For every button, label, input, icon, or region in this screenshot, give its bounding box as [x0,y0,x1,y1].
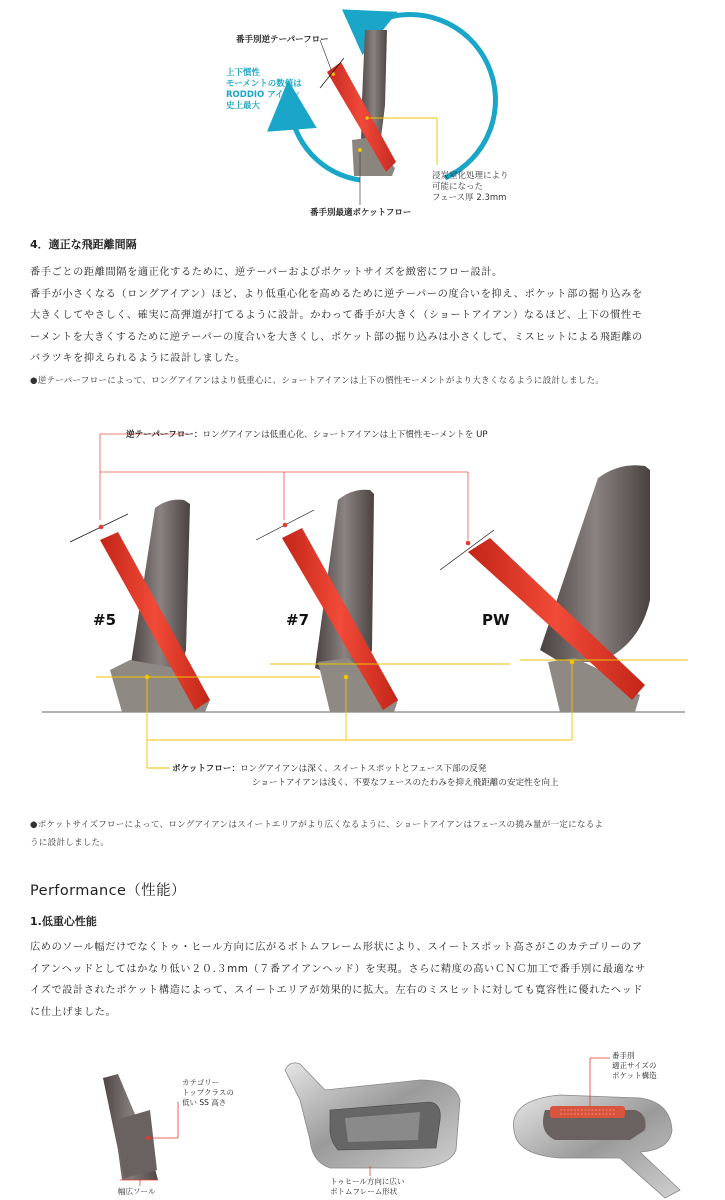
performance-title: Performance（性能） [30,883,186,899]
taper-flow-caption-label: 逆テーパーフロー： [126,430,203,440]
caption-line: ボトムフレーム形状 [330,1187,398,1196]
face-thickness-line: 浸炭窒化処理により [432,171,509,181]
caption-line: カテゴリー [182,1078,220,1087]
wide-sole-caption: 幅広ソール [118,1187,156,1196]
taper-flow-caption [126,428,488,440]
paragraph-line: ーメントを大きくするために逆テーパーの度合いを大きくし、ポケット部の掘り込みは小さくして、ミスヒットによる飛距離の [30,331,643,343]
pocket-structure-caption [612,1051,657,1081]
paragraph-line: 番手が小さくなる（ロングアイアン）ほど、より低重心化を高めるために逆テーパーの度合いを抑え、ポケット部の掘り込みを [30,288,643,300]
face-thickness-callout [432,171,509,204]
pocket-flow-caption-line: ロングアイアンは深く、スイートスポットとフェース下部の反発 [240,764,487,774]
club-label-7: #7 [286,611,310,629]
paragraph-line: 大きくしてやさしく、確実に高弾道が打てるように設計。かわって番手が大きく（ショートアイアン）なるほど、上下の慣性モ [30,310,643,321]
caption-line: 適正サイズの [612,1061,657,1070]
caption-line: 番手別 [612,1051,635,1060]
performance-paragraph [30,937,700,1023]
pocket-flow-caption-label: ポケットフロー： [172,764,241,774]
paragraph-line: イズで設計されたポケット構造によって、スイートエリアが効果的に拡大。左右のミスヒットに対しても寛容性に優れたヘッド [30,985,644,996]
paragraph-line: 番手ごとの距離間隔を適正化するために、逆テーパーおよびポケットサイズを緻密にフロー設計。 [30,267,503,278]
low-ss-height-caption [182,1078,234,1108]
paragraph-line: イアンヘッドとしてはかなり低い２０.３mm（７番アイアンヘッド）を実現。さらに精度の高いＣＮＣ加工で番手別に最適なサ [30,963,646,975]
section4-paragraph [30,262,700,370]
note-line: うに設計しました。 [30,838,110,848]
moi-callout-line: 史上最大 [226,101,261,111]
club-label-pw: PW [482,611,510,629]
face-thickness-line: フェース厚 2.3mm [432,193,507,203]
bottom-frame-caption [330,1177,404,1197]
note-line: ●ポケットサイズフローによって、ロングアイアンはスイートエリアがより広くなるように、ショートアイアンはフェースの撓み量が一定になるよ [30,820,604,830]
pocket-flow-caption-line: ショートアイアンは浅く、不要なフェースのたわみを抑え飛距離の安定性を向上 [252,778,559,788]
paragraph-line: に仕上げました。 [30,1006,117,1018]
paragraph-line: バラツキを抑えられるように設計しました。 [30,353,246,364]
caption-line: トゥヒール方向に広い [330,1177,405,1186]
moi-callout-line: RODDIO アイアン [226,90,300,100]
taper-flow-caption-text: ロングアイアンは低重心化、ショートアイアンは上下慣性モーメントを UP [202,430,488,440]
caption-line: トップクラスの [182,1088,234,1097]
flow-diagram [0,400,725,820]
caption-line: 低い SS 高さ [182,1098,227,1107]
reverse-taper-flow-label: 番手別逆テーパーフロー [236,35,329,45]
moi-callout-line: モーメントの数値は [226,79,302,89]
moi-callout [226,68,302,112]
pocket-size-note [30,816,700,852]
section-heading: 4．適正な飛距離間隔 [30,238,137,251]
face-thickness-line: 可能になった [432,182,484,192]
performance-subheading: 1.低重心性能 [30,915,97,928]
caption-line: ポケット構造 [612,1071,657,1080]
moi-callout-line: 上下慣性 [226,68,261,78]
club-label-5: #5 [93,611,117,629]
pocket-flow-caption [172,762,559,790]
taper-flow-note: ●逆テーパーフローによって、ロングアイアンはより低重心に、ショートアイアンは上下の慣性モーメントがより大きくなるように設計しました。 [30,376,605,386]
paragraph-line: 広めのソール幅だけでなくトゥ・ヒール方向に広がるボトムフレーム形状により、スイートスポット高さがこのカテゴリーのア [30,942,643,953]
pocket-flow-label: 番手別最適ポケットフロー [310,208,412,218]
top-club-diagram [0,0,725,230]
